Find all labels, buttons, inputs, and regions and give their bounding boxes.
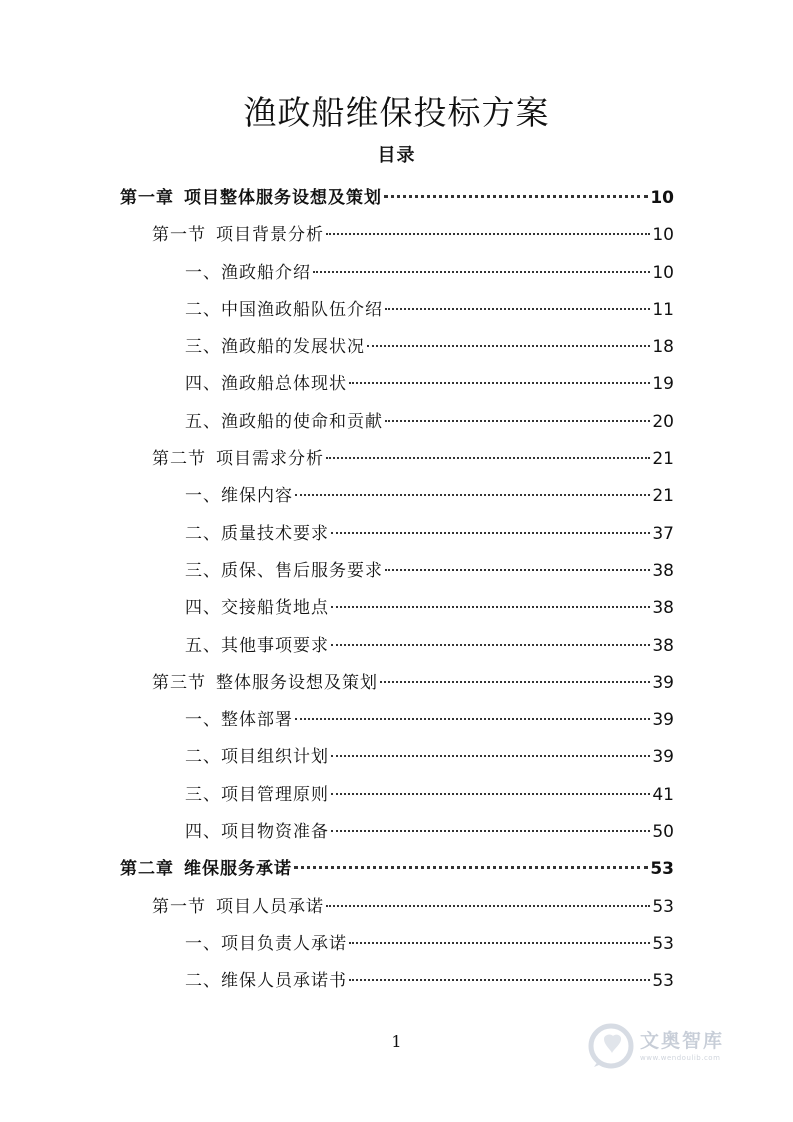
- watermark-name: 文奥智库: [640, 1030, 725, 1052]
- toc-entry-text: 四、项目物资准备: [185, 822, 329, 843]
- toc-entry[interactable]: [0, 702, 793, 739]
- toc-entry-page: 10: [650, 188, 674, 208]
- toc-entry-page: 21: [652, 449, 674, 470]
- toc-entry[interactable]: [0, 777, 793, 814]
- toc-entry-text: 一、项目负责人承诺: [185, 933, 347, 954]
- toc-entry-text: 三、质保、售后服务要求: [185, 560, 383, 581]
- toc-entry-page: 18: [652, 337, 674, 358]
- toc-dot-leader: [380, 681, 650, 683]
- toc-entry-page: 39: [652, 710, 674, 731]
- toc-entry-page: 39: [652, 672, 674, 693]
- toc-dot-leader: [349, 942, 650, 944]
- toc-entry-page: 38: [652, 560, 674, 581]
- toc-dot-leader: [331, 793, 650, 795]
- toc-entry-page: 38: [652, 598, 674, 619]
- toc-entry-page: 37: [652, 523, 674, 544]
- toc-dot-leader: [326, 233, 650, 235]
- toc-entry[interactable]: [0, 739, 793, 776]
- toc-dot-leader: [331, 644, 650, 646]
- toc-entry[interactable]: [0, 217, 793, 254]
- toc-entry-text: 二、项目组织计划: [185, 747, 329, 768]
- toc-entry-number: 第三节: [152, 672, 206, 693]
- toc-dot-leader: [295, 718, 650, 720]
- toc-dot-leader: [385, 420, 650, 422]
- toc-entry-page: 53: [652, 971, 674, 992]
- document-title: 渔政船维保投标方案: [243, 93, 550, 132]
- toc-dot-leader: [294, 866, 648, 869]
- toc-entry-text: 项目需求分析: [216, 449, 324, 470]
- toc-entry-number: 第二节: [152, 449, 206, 470]
- toc-entry-page: 11: [652, 299, 674, 320]
- toc-entry-page: 10: [652, 225, 674, 246]
- toc-dot-leader: [326, 905, 650, 907]
- toc-entry-text: 项目人员承诺: [216, 896, 324, 917]
- toc-entry-text: 一、维保内容: [185, 486, 293, 507]
- toc-entry-page: 38: [652, 635, 674, 656]
- toc-entry-number: 第二章: [120, 859, 174, 880]
- toc-heading: 目录: [377, 145, 416, 166]
- toc-entry[interactable]: [0, 814, 793, 851]
- toc-entry-text: 维保服务承诺: [184, 859, 292, 880]
- toc-entry[interactable]: [0, 590, 793, 627]
- toc-entry-page: 41: [652, 784, 674, 805]
- toc-entry-page: 53: [650, 859, 674, 880]
- toc-entry-page: 20: [652, 411, 674, 432]
- toc-dot-leader: [349, 979, 650, 981]
- toc-dot-leader: [331, 532, 650, 534]
- toc-dot-leader: [331, 606, 650, 608]
- toc-entry[interactable]: [0, 553, 793, 590]
- toc-entry-number: 第一节: [152, 896, 206, 917]
- toc-entry[interactable]: [0, 292, 793, 329]
- table-of-contents: [0, 180, 793, 1001]
- toc-entry-text: 一、整体部署: [185, 710, 293, 731]
- toc-entry[interactable]: [0, 329, 793, 366]
- toc-entry-text: 四、渔政船总体现状: [185, 374, 347, 395]
- toc-entry-number: 第一章: [120, 188, 174, 208]
- toc-dot-leader: [367, 345, 650, 347]
- toc-dot-leader: [385, 569, 650, 571]
- toc-entry[interactable]: [0, 963, 793, 1000]
- toc-entry-page: 21: [652, 486, 674, 507]
- toc-dot-leader: [326, 457, 650, 459]
- toc-entry-page: 53: [652, 933, 674, 954]
- watermark: [588, 1018, 758, 1074]
- toc-entry-text: 三、项目管理原则: [185, 784, 329, 805]
- toc-entry[interactable]: [0, 478, 793, 515]
- toc-entry-page: 39: [652, 747, 674, 768]
- toc-entry-text: 四、交接船货地点: [185, 598, 329, 619]
- toc-dot-leader: [385, 308, 650, 310]
- toc-entry[interactable]: [0, 366, 793, 403]
- toc-entry-text: 整体服务设想及策划: [216, 672, 378, 693]
- toc-dot-leader: [331, 755, 650, 757]
- toc-dot-leader: [384, 195, 648, 198]
- toc-dot-leader: [349, 382, 650, 384]
- toc-entry-page: 19: [652, 374, 674, 395]
- toc-entry[interactable]: [0, 889, 793, 926]
- toc-entry[interactable]: [0, 404, 793, 441]
- toc-entry[interactable]: [0, 665, 793, 702]
- toc-entry[interactable]: [0, 255, 793, 292]
- toc-entry-page: 53: [652, 896, 674, 917]
- toc-entry-number: 第一节: [152, 225, 206, 246]
- toc-entry[interactable]: [0, 926, 793, 963]
- toc-entry[interactable]: [0, 851, 793, 888]
- toc-entry-page: 50: [652, 822, 674, 843]
- toc-entry-page: 10: [652, 262, 674, 283]
- toc-entry[interactable]: [0, 628, 793, 665]
- toc-entry-text: 项目整体服务设想及策划: [184, 188, 382, 208]
- toc-entry-text: 二、中国渔政船队伍介绍: [185, 299, 383, 320]
- toc-dot-leader: [331, 830, 650, 832]
- watermark-url: www.wendoulib.com: [640, 1054, 721, 1062]
- page-number: 1: [391, 1032, 402, 1051]
- speech-bubble-logo-icon: [588, 1023, 634, 1069]
- toc-entry-text: 三、渔政船的发展状况: [185, 337, 365, 358]
- toc-dot-leader: [295, 494, 650, 496]
- toc-entry-text: 一、渔政船介绍: [185, 262, 311, 283]
- toc-entry-text: 二、质量技术要求: [185, 523, 329, 544]
- toc-entry-text: 五、其他事项要求: [185, 635, 329, 656]
- toc-entry[interactable]: [0, 180, 793, 217]
- toc-entry[interactable]: [0, 441, 793, 478]
- toc-entry-text: 二、维保人员承诺书: [185, 971, 347, 992]
- toc-entry-text: 五、渔政船的使命和贡献: [185, 411, 383, 432]
- toc-entry[interactable]: [0, 516, 793, 553]
- toc-dot-leader: [313, 271, 650, 273]
- toc-entry-text: 项目背景分析: [216, 225, 324, 246]
